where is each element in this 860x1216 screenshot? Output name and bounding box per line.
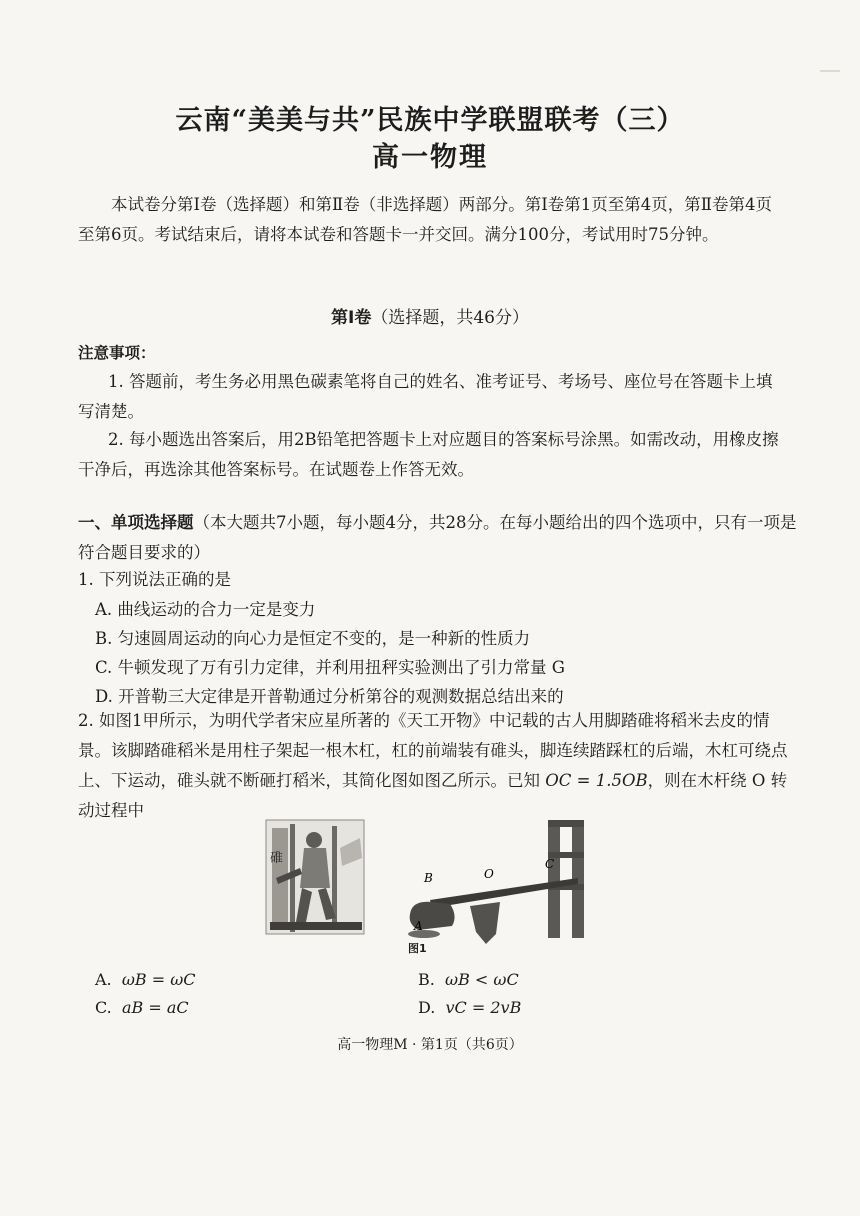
volume-note: （选择题，共46分） (371, 308, 529, 328)
intro-paragraph: 本试卷分第Ⅰ卷（选择题）和第Ⅱ卷（非选择题）两部分。第Ⅰ卷第1页至第4页，第Ⅱ卷第4页至第6页。考试结束后，请将本试卷和答题卡一并交回。满分100分，考试用时75分钟。 (78, 195, 772, 244)
question-2-option-c: C. aB = aC (95, 998, 189, 1017)
note-item-2: 2. 每小题选出答案后，用2B铅笔把答题卡上对应题目的答案标号涂黑。如需改动，用橡皮擦干净后，再选涂其他答案标号。在试题卷上作答无效。 (78, 430, 779, 479)
question-1-option-c: C. 牛顿发现了万有引力定律，并利用扭秤实验测出了引力常量 G (95, 658, 565, 677)
question-2-option-b: B. ωB < ωC (418, 970, 519, 989)
question-2-stem (78, 706, 790, 826)
scan-artifact (820, 70, 840, 72)
question-2-option-a: A. ωB = ωC (95, 970, 196, 989)
label-b: B (424, 871, 433, 885)
question-2-formula: OC = 1.5OB (545, 771, 648, 790)
lever-diagram (408, 820, 584, 944)
label-c: C (545, 857, 555, 871)
exam-subject: 高一物理 (372, 142, 488, 173)
section-note: （本大题共7小题，每小题4分，共28分。在每小题给出的四个选项中，只有一项是符合题目要求的） (78, 513, 797, 562)
volume-title: 第Ⅰ卷 (331, 308, 372, 328)
question-2-text: 2. 如图1甲所示，为明代学者宋应星所著的《天工开物》中记载的古人用脚踏碓将稻米去皮的情景。该脚踏碓稻米是用柱子架起一根木杠，杠的前端装有碓头，脚连续踏踩杠的后端，木杠可绕点上、下运动，碓头就不断砸打稻米，其简化图如图乙所示。已知 (78, 711, 788, 790)
label-a: A (414, 919, 423, 933)
illustration-left (266, 820, 364, 934)
label-o: O (484, 867, 494, 881)
exam-title: 云南“美美与共”民族中学联盟联考（三） (175, 105, 685, 136)
question-2-option-d: D. vC = 2vB (418, 998, 522, 1017)
notes-heading: 注意事项： (78, 344, 156, 362)
section-heading (78, 508, 798, 568)
question-1-stem: 1. 下列说法正确的是 (78, 570, 231, 589)
question-2-tail: ，则在木杆绕 O 转动过程中 (78, 771, 788, 820)
question-1-option-d: D. 开普勒三大定律是开普勒通过分析第谷的观测数据总结出来的 (95, 687, 564, 706)
figure-1 (0, 818, 860, 968)
figure-left-label: 碓 (270, 851, 284, 866)
note-item-1: 1. 答题前，考生务必用黑色碳素笔将自己的姓名、准考证号、考场号、座位号在答题卡上填写清楚。 (78, 372, 773, 421)
section-title: 一、单项选择题 (78, 513, 194, 532)
question-1-option-a: A. 曲线运动的合力一定是变力 (95, 600, 316, 619)
volume-heading (0, 303, 860, 328)
page-footer: 高一物理M · 第1页（共6页） (337, 1037, 523, 1053)
figure-caption: 图1 (408, 942, 427, 955)
question-1-option-b: B. 匀速圆周运动的向心力是恒定不变的，是一种新的性质力 (95, 629, 531, 648)
